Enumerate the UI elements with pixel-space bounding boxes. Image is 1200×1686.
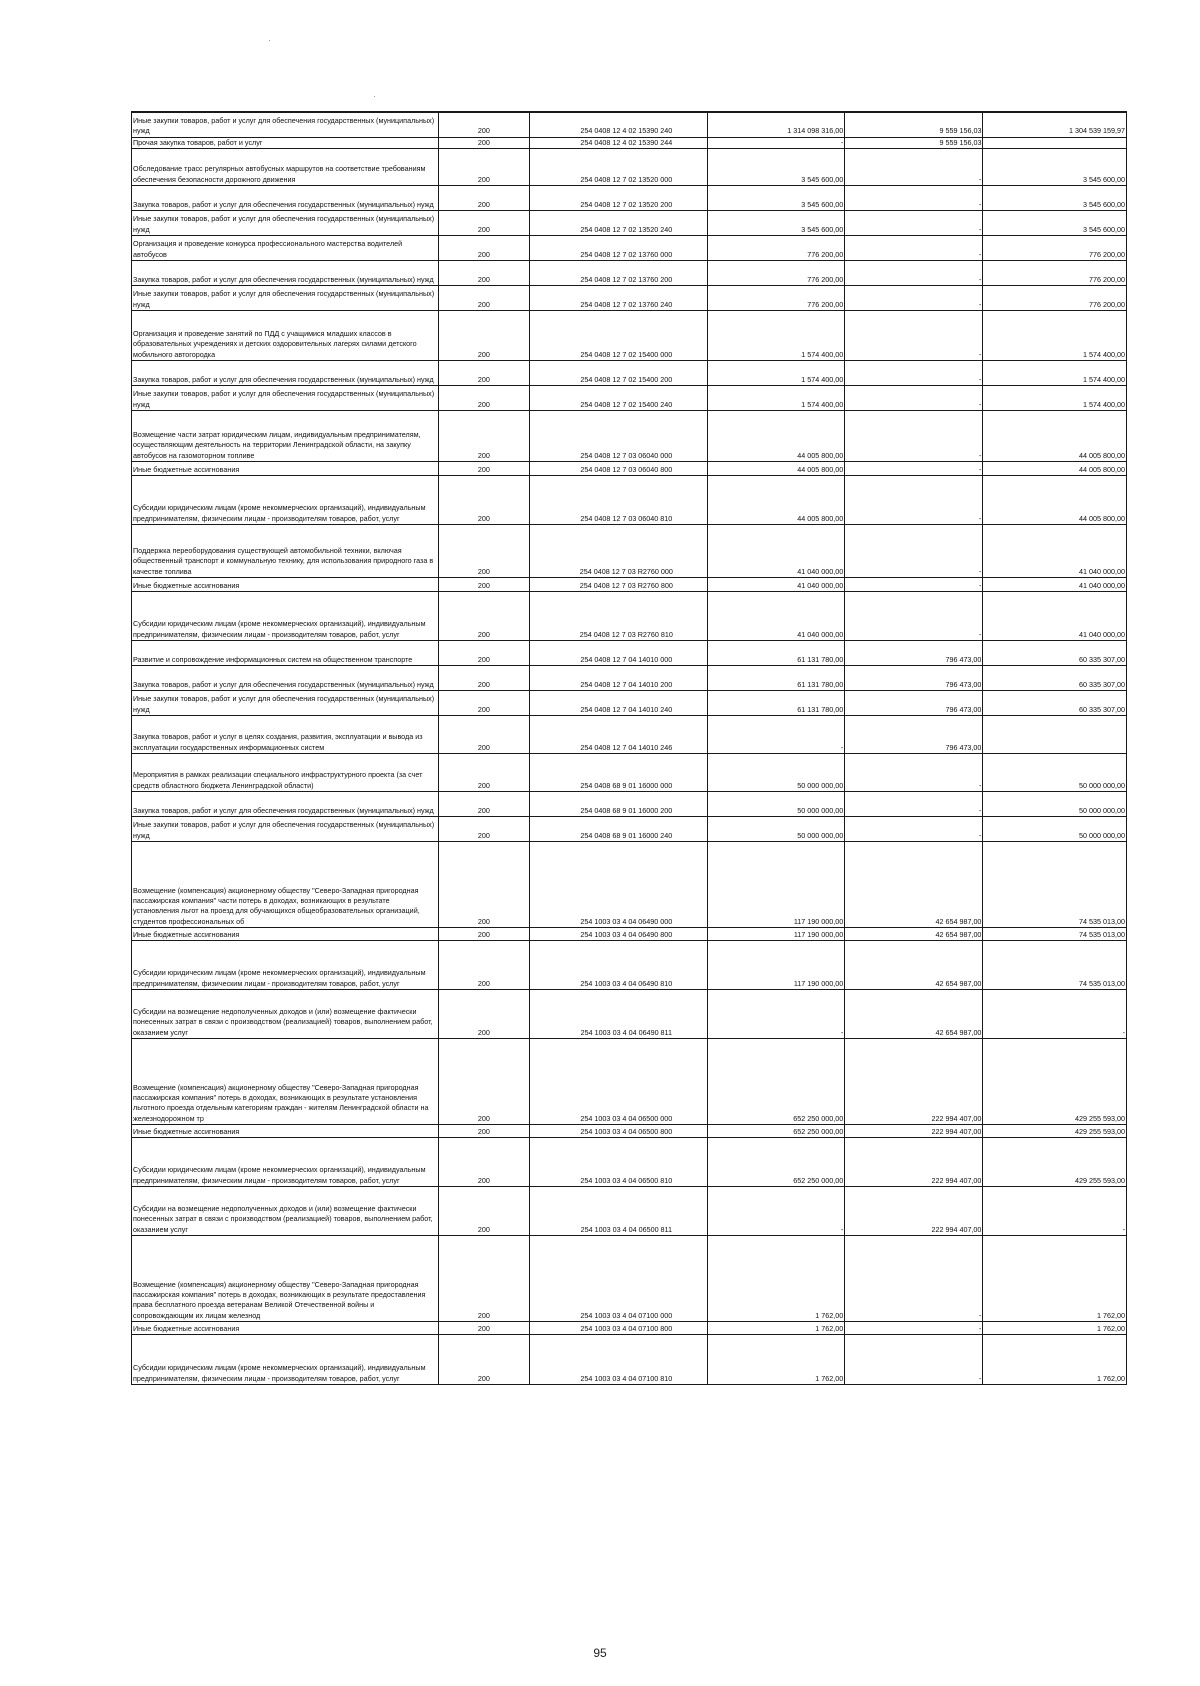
- row-kbk-cell: 254 0408 12 4 02 15390 240: [529, 112, 708, 137]
- row-name-cell: Закупка товаров, работ и услуг в целях создания, развития, эксплуатации и вывода из эксплуатации государственных информационных систем: [132, 715, 439, 753]
- table-row: [132, 690, 1127, 715]
- scan-speck: [269, 40, 270, 41]
- row-approved-cell: 50 000 000,00: [708, 753, 845, 791]
- row-unexecuted-cell: 776 200,00: [983, 285, 1127, 310]
- row-approved-cell: -: [708, 989, 845, 1038]
- row-executed-cell: -: [845, 385, 983, 410]
- table-row: [132, 1137, 1127, 1186]
- row-approved-cell: 50 000 000,00: [708, 816, 845, 841]
- row-code-cell: 200: [439, 1334, 529, 1384]
- row-approved-cell: -: [708, 1186, 845, 1235]
- row-name-cell: Закупка товаров, работ и услуг для обеспечения государственных (муниципальных) нужд: [132, 185, 439, 210]
- row-approved-cell: 652 250 000,00: [708, 1124, 845, 1137]
- row-executed-cell: 796 473,00: [845, 715, 983, 753]
- row-code-cell: 200: [439, 148, 529, 185]
- row-kbk-cell: 254 1003 03 4 04 06500 800: [529, 1124, 708, 1137]
- row-executed-cell: -: [845, 524, 983, 577]
- row-executed-cell: 222 994 407,00: [845, 1186, 983, 1235]
- row-kbk-cell: 254 0408 12 7 03 06040 810: [529, 475, 708, 524]
- row-name-cell: Иные бюджетные ассигнования: [132, 577, 439, 591]
- table-row: [132, 461, 1127, 475]
- row-kbk-cell: 254 0408 12 7 02 13760 200: [529, 260, 708, 285]
- row-code-cell: 200: [439, 816, 529, 841]
- row-unexecuted-cell: [983, 137, 1127, 148]
- row-unexecuted-cell: -: [983, 989, 1127, 1038]
- row-name-cell: Закупка товаров, работ и услуг для обеспечения государственных (муниципальных) нужд: [132, 665, 439, 690]
- row-code-cell: 200: [439, 577, 529, 591]
- row-name-cell: Закупка товаров, работ и услуг для обеспечения государственных (муниципальных) нужд: [132, 791, 439, 816]
- row-kbk-cell: 254 0408 12 7 03 R2760 000: [529, 524, 708, 577]
- row-kbk-cell: 254 0408 12 7 02 13520 200: [529, 185, 708, 210]
- row-executed-cell: -: [845, 185, 983, 210]
- row-unexecuted-cell: 1 574 400,00: [983, 310, 1127, 360]
- row-code-cell: 200: [439, 137, 529, 148]
- row-executed-cell: -: [845, 1235, 983, 1321]
- row-name-cell: Возмещение части затрат юридическим лицам, индивидуальным предпринимателям, осуществляющим деятельность на территории Ленинградской области, на закупку автобусов на газомоторном топливе: [132, 410, 439, 461]
- row-name-cell: Мероприятия в рамках реализации специального инфраструктурного проекта (за счет средств областного бюджета Ленинградской области): [132, 753, 439, 791]
- row-name-cell: Возмещение (компенсация) акционерному обществу "Северо-Западная пригородная пассажирская компания" потерь в доходах, возникающих в результате предоставления права бесплатного проезда ветеранам Великой Отечественной войны и сопровождающим их лицам железнод: [132, 1235, 439, 1321]
- table-row: [132, 753, 1127, 791]
- row-kbk-cell: 254 0408 12 7 04 14010 000: [529, 640, 708, 665]
- row-code-cell: 200: [439, 791, 529, 816]
- row-approved-cell: 776 200,00: [708, 285, 845, 310]
- row-code-cell: 200: [439, 360, 529, 385]
- row-name-cell: Субсидии на возмещение недополученных доходов и (или) возмещение фактически понесенных затрат в связи с производством (реализацией) товаров, выполнением работ, оказанием услуг: [132, 1186, 439, 1235]
- row-approved-cell: 41 040 000,00: [708, 577, 845, 591]
- row-name-cell: Иные закупки товаров, работ и услуг для обеспечения государственных (муниципальных) нужд: [132, 690, 439, 715]
- row-kbk-cell: 254 0408 12 7 03 06040 000: [529, 410, 708, 461]
- row-unexecuted-cell: 60 335 307,00: [983, 690, 1127, 715]
- row-code-cell: 200: [439, 665, 529, 690]
- row-name-cell: Иные бюджетные ассигнования: [132, 1124, 439, 1137]
- row-kbk-cell: 254 1003 03 4 04 07100 810: [529, 1334, 708, 1384]
- row-code-cell: 200: [439, 112, 529, 137]
- row-kbk-cell: 254 0408 12 7 04 14010 246: [529, 715, 708, 753]
- row-code-cell: 200: [439, 841, 529, 927]
- row-approved-cell: 652 250 000,00: [708, 1038, 845, 1124]
- row-kbk-cell: 254 0408 12 7 03 R2760 800: [529, 577, 708, 591]
- row-unexecuted-cell: 60 335 307,00: [983, 640, 1127, 665]
- row-kbk-cell: 254 1003 03 4 04 06500 000: [529, 1038, 708, 1124]
- table-row: [132, 1038, 1127, 1124]
- row-name-cell: Иные закупки товаров, работ и услуг для обеспечения государственных (муниципальных) нужд: [132, 385, 439, 410]
- row-unexecuted-cell: 44 005 800,00: [983, 461, 1127, 475]
- row-unexecuted-cell: 60 335 307,00: [983, 665, 1127, 690]
- table-row: [132, 260, 1127, 285]
- row-executed-cell: -: [845, 591, 983, 640]
- row-unexecuted-cell: 50 000 000,00: [983, 753, 1127, 791]
- table-row: [132, 310, 1127, 360]
- row-name-cell: Возмещение (компенсация) акционерному обществу "Северо-Западная пригородная пассажирская компания" части потерь в доходах, возникающих в результате установления льгот на проезд для обучающихся общеобразовательных организаций, студентов профессиональных об: [132, 841, 439, 927]
- table-row: [132, 591, 1127, 640]
- row-name-cell: Иные закупки товаров, работ и услуг для обеспечения государственных (муниципальных) нужд: [132, 816, 439, 841]
- row-executed-cell: -: [845, 148, 983, 185]
- scan-speck: [374, 96, 375, 97]
- row-executed-cell: 9 559 156,03: [845, 137, 983, 148]
- row-name-cell: Иные бюджетные ассигнования: [132, 927, 439, 940]
- row-unexecuted-cell: [983, 715, 1127, 753]
- row-name-cell: Субсидии юридическим лицам (кроме некоммерческих организаций), индивидуальным предпринимателям, физическим лицам - производителям товаров, работ, услуг: [132, 475, 439, 524]
- row-approved-cell: 41 040 000,00: [708, 524, 845, 577]
- table-row: [132, 927, 1127, 940]
- row-approved-cell: 652 250 000,00: [708, 1137, 845, 1186]
- row-code-cell: 200: [439, 1321, 529, 1334]
- row-name-cell: Иные закупки товаров, работ и услуг для обеспечения государственных (муниципальных) нужд: [132, 210, 439, 235]
- row-code-cell: 200: [439, 1235, 529, 1321]
- row-name-cell: Закупка товаров, работ и услуг для обеспечения государственных (муниципальных) нужд: [132, 260, 439, 285]
- row-approved-cell: 3 545 600,00: [708, 185, 845, 210]
- row-kbk-cell: 254 0408 12 7 04 14010 240: [529, 690, 708, 715]
- row-code-cell: 200: [439, 235, 529, 260]
- row-code-cell: 200: [439, 640, 529, 665]
- row-executed-cell: 42 654 987,00: [845, 940, 983, 989]
- row-unexecuted-cell: 1 762,00: [983, 1235, 1127, 1321]
- row-approved-cell: 1 762,00: [708, 1321, 845, 1334]
- row-name-cell: Поддержка переоборудования существующей автомобильной техники, включая общественный транспорт и коммунальную технику, для использования природного газа в качестве топлива: [132, 524, 439, 577]
- table-row: [132, 577, 1127, 591]
- row-unexecuted-cell: 776 200,00: [983, 235, 1127, 260]
- row-code-cell: 200: [439, 753, 529, 791]
- row-name-cell: Обследование трасс регулярных автобусных маршрутов на соответствие требованиям обеспечения безопасности дорожного движения: [132, 148, 439, 185]
- row-code-cell: 200: [439, 385, 529, 410]
- row-kbk-cell: 254 0408 12 7 03 06040 800: [529, 461, 708, 475]
- row-unexecuted-cell: 3 545 600,00: [983, 148, 1127, 185]
- row-executed-cell: -: [845, 816, 983, 841]
- row-executed-cell: -: [845, 461, 983, 475]
- row-unexecuted-cell: 41 040 000,00: [983, 524, 1127, 577]
- table-row: [132, 185, 1127, 210]
- row-approved-cell: 3 545 600,00: [708, 148, 845, 185]
- row-kbk-cell: 254 1003 03 4 04 07100 800: [529, 1321, 708, 1334]
- row-unexecuted-cell: 429 255 593,00: [983, 1124, 1127, 1137]
- row-name-cell: Субсидии юридическим лицам (кроме некоммерческих организаций), индивидуальным предпринимателям, физическим лицам - производителям товаров, работ, услуг: [132, 940, 439, 989]
- page-number: 95: [593, 1646, 607, 1660]
- row-kbk-cell: 254 0408 12 7 02 13760 240: [529, 285, 708, 310]
- row-approved-cell: -: [708, 137, 845, 148]
- row-executed-cell: -: [845, 475, 983, 524]
- row-kbk-cell: 254 0408 12 7 02 13760 000: [529, 235, 708, 260]
- row-executed-cell: 796 473,00: [845, 690, 983, 715]
- row-unexecuted-cell: 3 545 600,00: [983, 210, 1127, 235]
- table-row: [132, 1235, 1127, 1321]
- row-executed-cell: 796 473,00: [845, 665, 983, 690]
- row-kbk-cell: 254 0408 12 7 02 13520 000: [529, 148, 708, 185]
- row-approved-cell: 776 200,00: [708, 260, 845, 285]
- row-unexecuted-cell: 50 000 000,00: [983, 816, 1127, 841]
- row-unexecuted-cell: 429 255 593,00: [983, 1137, 1127, 1186]
- row-approved-cell: 1 574 400,00: [708, 360, 845, 385]
- row-kbk-cell: 254 1003 03 4 04 07100 000: [529, 1235, 708, 1321]
- row-name-cell: Иные закупки товаров, работ и услуг для обеспечения государственных (муниципальных) нужд: [132, 285, 439, 310]
- row-code-cell: 200: [439, 940, 529, 989]
- row-kbk-cell: 254 1003 03 4 04 06490 810: [529, 940, 708, 989]
- row-code-cell: 200: [439, 475, 529, 524]
- table-row: [132, 791, 1127, 816]
- row-executed-cell: 42 654 987,00: [845, 841, 983, 927]
- row-executed-cell: 9 559 156,03: [845, 112, 983, 137]
- table-row: [132, 112, 1127, 137]
- row-approved-cell: 117 190 000,00: [708, 841, 845, 927]
- table-row: [132, 1186, 1127, 1235]
- row-approved-cell: 44 005 800,00: [708, 475, 845, 524]
- table-row: [132, 285, 1127, 310]
- row-code-cell: 200: [439, 591, 529, 640]
- row-approved-cell: 44 005 800,00: [708, 410, 845, 461]
- table-row: [132, 665, 1127, 690]
- table-row: [132, 137, 1127, 148]
- table-row: [132, 1124, 1127, 1137]
- row-executed-cell: -: [845, 753, 983, 791]
- row-code-cell: 200: [439, 461, 529, 475]
- row-unexecuted-cell: 1 304 539 159,97: [983, 112, 1127, 137]
- row-executed-cell: -: [845, 791, 983, 816]
- row-code-cell: 200: [439, 524, 529, 577]
- row-unexecuted-cell: 74 535 013,00: [983, 940, 1127, 989]
- row-kbk-cell: 254 0408 68 9 01 16000 000: [529, 753, 708, 791]
- row-approved-cell: 61 131 780,00: [708, 640, 845, 665]
- row-name-cell: Закупка товаров, работ и услуг для обеспечения государственных (муниципальных) нужд: [132, 360, 439, 385]
- row-kbk-cell: 254 0408 12 4 02 15390 244: [529, 137, 708, 148]
- row-unexecuted-cell: 44 005 800,00: [983, 410, 1127, 461]
- row-executed-cell: -: [845, 410, 983, 461]
- row-unexecuted-cell: 776 200,00: [983, 260, 1127, 285]
- row-name-cell: Прочая закупка товаров, работ и услуг: [132, 137, 439, 148]
- row-executed-cell: -: [845, 210, 983, 235]
- row-name-cell: Развитие и сопровождение информационных систем на общественном транспорте: [132, 640, 439, 665]
- row-executed-cell: -: [845, 310, 983, 360]
- row-executed-cell: -: [845, 1334, 983, 1384]
- table-row: [132, 989, 1127, 1038]
- row-name-cell: Организация и проведение конкурса профессионального мастерства водителей автобусов: [132, 235, 439, 260]
- row-unexecuted-cell: 44 005 800,00: [983, 475, 1127, 524]
- row-executed-cell: -: [845, 360, 983, 385]
- row-code-cell: 200: [439, 210, 529, 235]
- row-code-cell: 200: [439, 410, 529, 461]
- row-approved-cell: -: [708, 715, 845, 753]
- row-code-cell: 200: [439, 715, 529, 753]
- row-unexecuted-cell: 1 762,00: [983, 1321, 1127, 1334]
- row-name-cell: Иные закупки товаров, работ и услуг для обеспечения государственных (муниципальных) нужд: [132, 112, 439, 137]
- table-row: [132, 841, 1127, 927]
- row-name-cell: Иные бюджетные ассигнования: [132, 461, 439, 475]
- row-kbk-cell: 254 1003 03 4 04 06490 811: [529, 989, 708, 1038]
- row-approved-cell: 50 000 000,00: [708, 791, 845, 816]
- row-unexecuted-cell: 1 574 400,00: [983, 385, 1127, 410]
- row-code-cell: 200: [439, 1137, 529, 1186]
- row-kbk-cell: 254 1003 03 4 04 06500 810: [529, 1137, 708, 1186]
- row-executed-cell: -: [845, 1321, 983, 1334]
- row-executed-cell: 222 994 407,00: [845, 1137, 983, 1186]
- row-kbk-cell: 254 1003 03 4 04 06490 000: [529, 841, 708, 927]
- row-code-cell: 200: [439, 185, 529, 210]
- row-kbk-cell: 254 0408 12 7 02 13520 240: [529, 210, 708, 235]
- row-kbk-cell: 254 0408 12 7 02 15400 200: [529, 360, 708, 385]
- row-unexecuted-cell: 1 762,00: [983, 1334, 1127, 1384]
- row-name-cell: Организация и проведение занятий по ПДД с учащимися младших классов в образовательных учреждениях и детских оздоровительных лагерях силами детского мобильного автогородка: [132, 310, 439, 360]
- row-approved-cell: 44 005 800,00: [708, 461, 845, 475]
- table-row: [132, 715, 1127, 753]
- row-approved-cell: 1 574 400,00: [708, 385, 845, 410]
- row-code-cell: 200: [439, 260, 529, 285]
- row-executed-cell: -: [845, 285, 983, 310]
- row-kbk-cell: 254 0408 68 9 01 16000 240: [529, 816, 708, 841]
- row-code-cell: 200: [439, 1038, 529, 1124]
- row-unexecuted-cell: 41 040 000,00: [983, 577, 1127, 591]
- row-kbk-cell: 254 0408 68 9 01 16000 200: [529, 791, 708, 816]
- row-unexecuted-cell: 74 535 013,00: [983, 927, 1127, 940]
- table-row: [132, 640, 1127, 665]
- row-approved-cell: 61 131 780,00: [708, 690, 845, 715]
- row-unexecuted-cell: 3 545 600,00: [983, 185, 1127, 210]
- table-row: [132, 475, 1127, 524]
- row-approved-cell: 41 040 000,00: [708, 591, 845, 640]
- row-kbk-cell: 254 0408 12 7 02 15400 000: [529, 310, 708, 360]
- row-unexecuted-cell: 41 040 000,00: [983, 591, 1127, 640]
- row-code-cell: 200: [439, 310, 529, 360]
- row-approved-cell: 1 762,00: [708, 1334, 845, 1384]
- budget-execution-table: [131, 111, 1127, 1385]
- row-approved-cell: 117 190 000,00: [708, 940, 845, 989]
- row-kbk-cell: 254 0408 12 7 02 15400 240: [529, 385, 708, 410]
- row-name-cell: Субсидии юридическим лицам (кроме некоммерческих организаций), индивидуальным предпринимателям, физическим лицам - производителям товаров, работ, услуг: [132, 591, 439, 640]
- row-kbk-cell: 254 0408 12 7 04 14010 200: [529, 665, 708, 690]
- table-row: [132, 524, 1127, 577]
- row-unexecuted-cell: -: [983, 1186, 1127, 1235]
- row-executed-cell: -: [845, 577, 983, 591]
- row-code-cell: 200: [439, 690, 529, 715]
- row-executed-cell: -: [845, 235, 983, 260]
- row-approved-cell: 1 762,00: [708, 1235, 845, 1321]
- row-executed-cell: 42 654 987,00: [845, 927, 983, 940]
- row-approved-cell: 1 314 098 316,00: [708, 112, 845, 137]
- row-name-cell: Иные бюджетные ассигнования: [132, 1321, 439, 1334]
- row-executed-cell: 796 473,00: [845, 640, 983, 665]
- table-row: [132, 235, 1127, 260]
- row-code-cell: 200: [439, 989, 529, 1038]
- table-row: [132, 385, 1127, 410]
- row-unexecuted-cell: 429 255 593,00: [983, 1038, 1127, 1124]
- row-approved-cell: 3 545 600,00: [708, 210, 845, 235]
- row-code-cell: 200: [439, 927, 529, 940]
- row-name-cell: Субсидии юридическим лицам (кроме некоммерческих организаций), индивидуальным предпринимателям, физическим лицам - производителям товаров, работ, услуг: [132, 1334, 439, 1384]
- table-row: [132, 940, 1127, 989]
- table-row: [132, 1321, 1127, 1334]
- row-executed-cell: -: [845, 260, 983, 285]
- row-code-cell: 200: [439, 1124, 529, 1137]
- row-unexecuted-cell: 50 000 000,00: [983, 791, 1127, 816]
- table-body: [132, 112, 1127, 1384]
- row-code-cell: 200: [439, 285, 529, 310]
- row-name-cell: Возмещение (компенсация) акционерному обществу "Северо-Западная пригородная пассажирская компания" потерь в доходах, возникающих в результате установления льготного проезда отдельным категориям граждан - жителям Ленинградской области на железнодорожном тр: [132, 1038, 439, 1124]
- table-row: [132, 1334, 1127, 1384]
- row-name-cell: Субсидии юридическим лицам (кроме некоммерческих организаций), индивидуальным предпринимателям, физическим лицам - производителям товаров, работ, услуг: [132, 1137, 439, 1186]
- row-approved-cell: 61 131 780,00: [708, 665, 845, 690]
- row-executed-cell: 222 994 407,00: [845, 1124, 983, 1137]
- table-row: [132, 210, 1127, 235]
- row-approved-cell: 776 200,00: [708, 235, 845, 260]
- row-kbk-cell: 254 0408 12 7 03 R2760 810: [529, 591, 708, 640]
- row-approved-cell: 117 190 000,00: [708, 927, 845, 940]
- row-executed-cell: 222 994 407,00: [845, 1038, 983, 1124]
- row-unexecuted-cell: 74 535 013,00: [983, 841, 1127, 927]
- table-row: [132, 410, 1127, 461]
- row-executed-cell: 42 654 987,00: [845, 989, 983, 1038]
- row-kbk-cell: 254 1003 03 4 04 06490 800: [529, 927, 708, 940]
- row-kbk-cell: 254 1003 03 4 04 06500 811: [529, 1186, 708, 1235]
- table-row: [132, 148, 1127, 185]
- row-approved-cell: 1 574 400,00: [708, 310, 845, 360]
- row-unexecuted-cell: 1 574 400,00: [983, 360, 1127, 385]
- row-name-cell: Субсидии на возмещение недополученных доходов и (или) возмещение фактически понесенных затрат в связи с производством (реализацией) товаров, выполнением работ, оказанием услуг: [132, 989, 439, 1038]
- table-row: [132, 816, 1127, 841]
- table-row: [132, 360, 1127, 385]
- row-code-cell: 200: [439, 1186, 529, 1235]
